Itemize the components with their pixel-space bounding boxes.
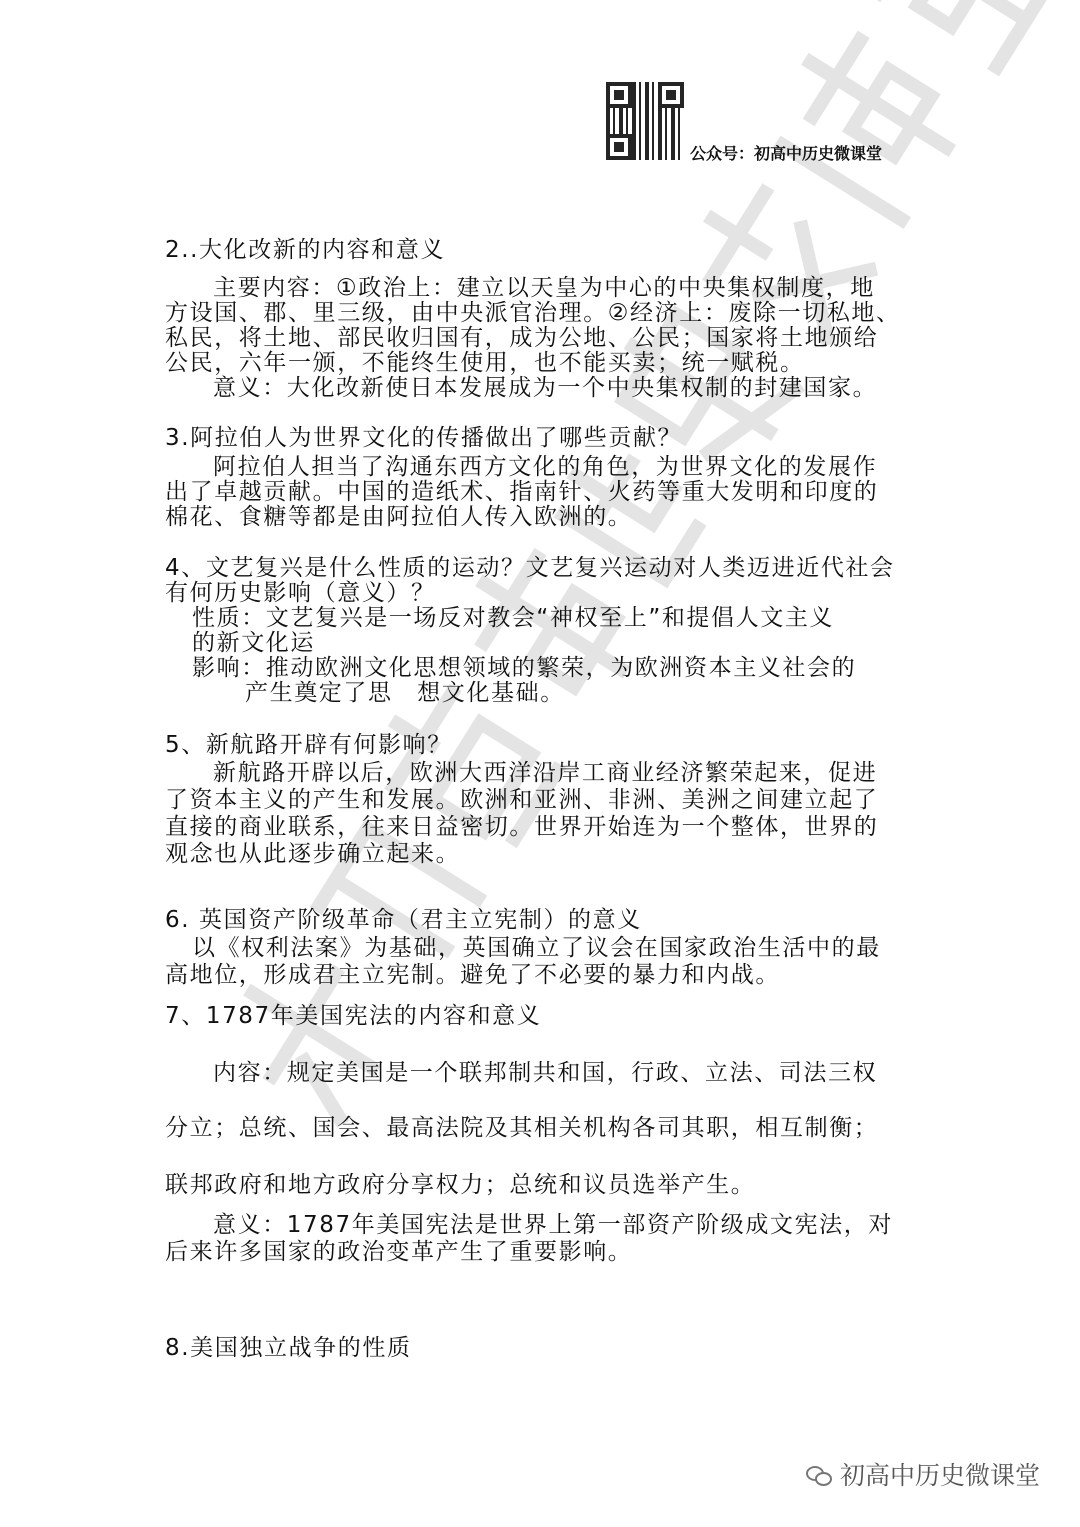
- paragraph-line: 的新文化运: [192, 630, 315, 656]
- wechat-icon: [806, 1466, 832, 1486]
- paragraph-line: 观念也从此逐步确立起来。: [165, 841, 461, 867]
- account-label: 公众号：初高中历史微课堂: [690, 144, 883, 163]
- qr-code: [606, 82, 684, 160]
- heading-7: 7、1787年美国宪法的内容和意义: [165, 1003, 542, 1029]
- heading-5: 5、新航路开辟有何影响？: [165, 732, 452, 758]
- paragraph-line: 公民，六年一颁，不能终生使用，也不能买卖；统一赋税。: [165, 350, 805, 376]
- paragraph-line: 主要内容：①政治上：建立以天皇为中心的中央集权制度，地: [213, 275, 875, 301]
- paragraph-line: 方设国、郡、里三级，由中央派官治理。②经济上：废除一切私地、: [165, 300, 901, 326]
- paragraph-line: 以《权利法案》为基础，英国确立了议会在国家政治生活中的最: [192, 935, 881, 961]
- paragraph-line: 意义：1787年美国宪法是世界上第一部资产阶级成文宪法，对: [213, 1212, 893, 1238]
- paragraph-line: 联邦政府和地方政府分享权力；总统和议员选举产生。: [165, 1172, 756, 1198]
- paragraph-line: 阿拉伯人担当了沟通东西方文化的角色，为世界文化的发展作: [213, 454, 878, 480]
- heading-4: 4、文艺复兴是什么性质的运动？文艺复兴运动对人类迈进近代社会: [165, 555, 895, 581]
- heading-8: 8.美国独立战争的性质: [165, 1335, 412, 1361]
- heading-2: 2..大化改新的内容和意义: [165, 237, 446, 263]
- paragraph-line: 后来许多国家的政治变革产生了重要影响。: [165, 1239, 633, 1265]
- heading-3: 3.阿拉伯人为世界文化的传播做出了哪些贡献？: [165, 425, 683, 451]
- paragraph-line: 出了卓越贡献。中国的造纸术、指南针、火药等重大发明和印度的: [165, 479, 879, 505]
- paragraph-line: 性质：文艺复兴是一场反对教会“神权至上”和提倡人文主义: [192, 605, 835, 631]
- footer-brand: [806, 1462, 1040, 1490]
- paragraph-line: 意义：大化改新使日本发展成为一个中央集权制的封建国家。: [213, 375, 878, 401]
- heading-6: 6. 英国资产阶级革命（君主立宪制）的意义: [165, 907, 642, 933]
- paragraph-line: 棉花、食糖等都是由阿拉伯人传入欧洲的。: [165, 504, 633, 530]
- paragraph-line: 直接的商业联系，往来日益密切。世界开始连为一个整体，世界的: [165, 814, 879, 840]
- paragraph-line: 新航路开辟以后，欧洲大西洋沿岸工商业经济繁荣起来，促进: [213, 760, 878, 786]
- footer-brand-text: 初高中历史微课堂: [840, 1461, 1041, 1490]
- paragraph-line: 产生奠定了思 想文化基础。: [245, 680, 565, 706]
- paragraph-line: 分立；总统、国会、最高法院及其相关机构各司其职，相互制衡；: [165, 1115, 879, 1141]
- heading-4-cont: 有何历史影响（意义）？: [165, 580, 436, 606]
- paragraph-line: 影响：推动欧洲文化思想领域的繁荣，为欧洲资本主义社会的: [192, 655, 857, 681]
- paragraph-line: 内容：规定美国是一个联邦制共和国，行政、立法、司法三权: [213, 1060, 878, 1086]
- paragraph-line: 私民，将土地、部民收归国有，成为公地、公民；国家将土地颁给: [165, 325, 879, 351]
- paragraph-line: 高地位，形成君主立宪制。避免了不必要的暴力和内战。: [165, 962, 780, 988]
- paragraph-line: 了资本主义的产生和发展。欧洲和亚洲、非洲、美洲之间建立起了: [165, 787, 879, 813]
